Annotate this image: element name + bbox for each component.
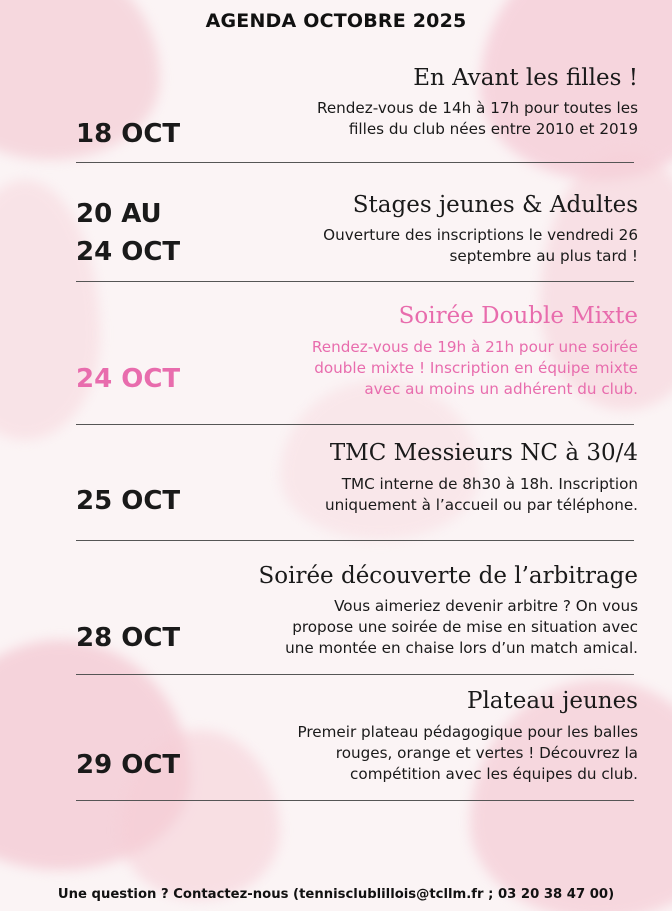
event-date: 18 OCT [76, 119, 181, 149]
event-date: 20 AU 24 OCT [76, 199, 181, 267]
event-description: TMC interne de 8h30 à 18h. Inscription uniquement à l’accueil ou par téléphone. [324, 475, 638, 514]
divider [76, 162, 634, 163]
event-date: 28 OCT [76, 623, 181, 653]
event-title: Soirée Double Mixte [398, 303, 638, 329]
event-title: Plateau jeunes [466, 688, 638, 714]
event-title: Soirée découverte de l’arbitrage [258, 563, 638, 589]
event-title: Stages jeunes & Adultes [352, 192, 638, 218]
event-description: Rendez-vous de 14h à 17h pour toutes les filles du club nées entre 2010 et 2019 [316, 99, 638, 138]
event-description: Vous aimeriez devenir arbitre ? On vous propose une soirée de mise en situation avec une montée en chaise lors d’un match amical. [285, 597, 638, 657]
event-description: Rendez-vous de 19h à 21h pour une soirée double mixte ! Inscription en équipe mixte avec au moins un adhérent du club. [311, 338, 638, 398]
event-title: TMC Messieurs NC à 30/4 [329, 440, 638, 466]
event-date: 29 OCT [76, 750, 181, 780]
divider [76, 674, 634, 675]
event-description: Ouverture des inscriptions le vendredi 26 septembre au plus tard ! [323, 226, 638, 265]
divider [76, 540, 634, 541]
divider [76, 800, 634, 801]
event-title: En Avant les filles ! [413, 65, 638, 91]
event-date: 24 OCT [76, 364, 181, 394]
event-description: Premeir plateau pédagogique pour les balles rouges, orange et vertes ! Découvrez la compétition avec les équipes du club. [297, 723, 638, 783]
divider [76, 281, 634, 282]
contact-footer: Une question ? Contactez-nous (tennisclublillois@tcllm.fr ; 03 20 38 47 00) [57, 887, 615, 902]
divider [76, 424, 634, 425]
event-date: 25 OCT [76, 486, 181, 516]
page-title: AGENDA OCTOBRE 2025 [205, 10, 467, 32]
